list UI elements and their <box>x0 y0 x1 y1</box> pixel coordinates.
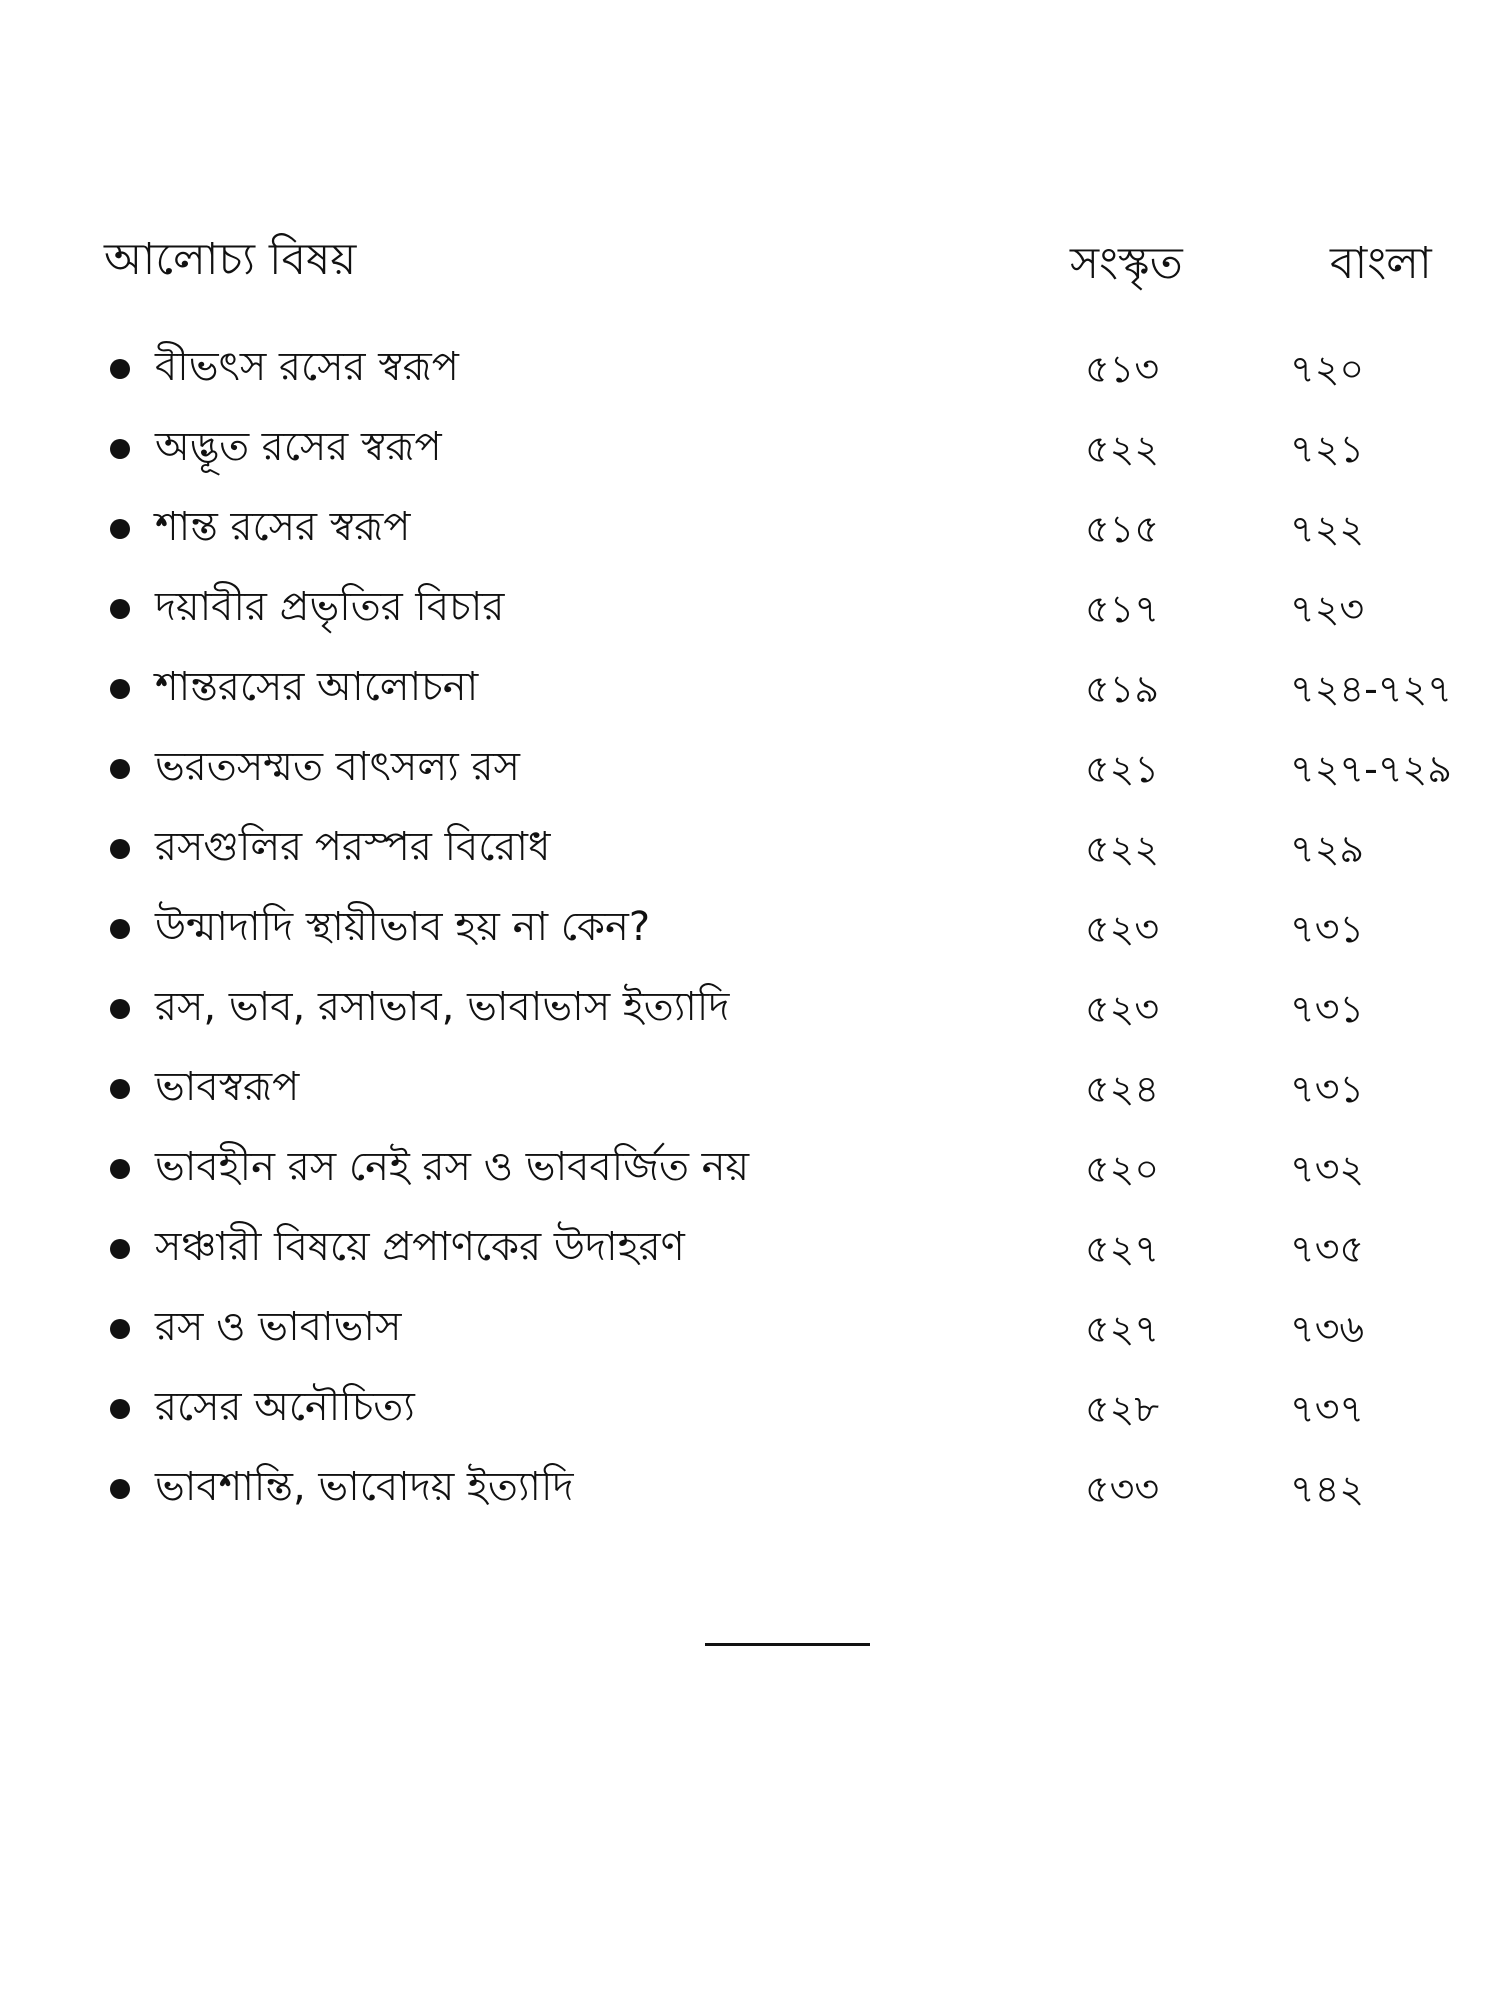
bangla-page-number: ৭৩১ <box>1290 987 1365 1031</box>
topic-title: দয়াবীর প্রভৃতির বিচার <box>155 584 505 630</box>
bullet-icon <box>110 1239 130 1259</box>
sanskrit-page-number: ৫২৪ <box>1085 1067 1160 1111</box>
sanskrit-page-number: ৫২২ <box>1085 427 1160 471</box>
sanskrit-page-number: ৫২৭ <box>1085 1307 1160 1351</box>
bullet-icon <box>110 1479 130 1499</box>
topic-title: সঞ্চারী বিষয়ে প্রপাণকের উদাহরণ <box>155 1224 685 1270</box>
bangla-column-heading: বাংলা <box>1330 238 1432 289</box>
topic-title: ভাবস্বরূপ <box>155 1064 300 1110</box>
sanskrit-page-number: ৫২২ <box>1085 827 1160 871</box>
bullet-icon <box>110 1319 130 1339</box>
bangla-page-number: ৭৩১ <box>1290 907 1365 951</box>
sanskrit-page-number: ৫৩৩ <box>1085 1467 1160 1511</box>
list-item <box>0 893 1500 973</box>
topic-title: রসের অনৌচিত্য <box>155 1384 415 1430</box>
sanskrit-page-number: ৫২৮ <box>1085 1387 1160 1431</box>
topic-title: ভাবশান্তি, ভাবোদয় ইত্যাদি <box>155 1464 574 1510</box>
sanskrit-page-number: ৫২৩ <box>1085 907 1160 951</box>
sanskrit-page-number: ৫১৫ <box>1085 507 1159 551</box>
bangla-page-number: ৭৩৭ <box>1290 1387 1365 1431</box>
bangla-page-number: ৭২০ <box>1290 347 1365 391</box>
list-item <box>0 333 1500 413</box>
bullet-icon <box>110 999 130 1019</box>
bangla-page-number: ৭২৭-৭২৯ <box>1290 747 1452 791</box>
bullet-icon <box>110 439 130 459</box>
topic-title: রস, ভাব, রসাভাব, ভাবাভাস ইত্যাদি <box>155 984 730 1030</box>
sanskrit-column-heading: সংস্কৃত <box>1070 238 1183 289</box>
bangla-page-number: ৭২৪-৭২৭ <box>1290 667 1452 711</box>
list-item <box>0 733 1500 813</box>
sanskrit-page-number: ৫২৩ <box>1085 987 1160 1031</box>
bangla-page-number: ৭২৩ <box>1290 587 1365 631</box>
list-item <box>0 973 1500 1053</box>
sanskrit-page-number: ৫১৩ <box>1085 347 1160 391</box>
bullet-icon <box>110 1079 130 1099</box>
bangla-page-number: ৭৩২ <box>1290 1147 1365 1191</box>
topic-title: শান্তরসের আলোচনা <box>155 664 479 710</box>
bangla-page-number: ৭৩৫ <box>1290 1227 1365 1271</box>
sanskrit-page-number: ৫১৭ <box>1085 587 1160 631</box>
list-item <box>0 1453 1500 1533</box>
list-item <box>0 1293 1500 1373</box>
topic-column-heading: আলোচ্য বিষয় <box>104 234 357 285</box>
section-end-rule <box>705 1643 870 1646</box>
bullet-icon <box>110 839 130 859</box>
list-item <box>0 573 1500 653</box>
topic-title: রস ও ভাবাভাস <box>155 1304 402 1350</box>
list-item <box>0 493 1500 573</box>
bangla-page-number: ৭২৯ <box>1290 827 1365 871</box>
bullet-icon <box>110 759 130 779</box>
topic-title: ভাবহীন রস নেই রস ও ভাববর্জিত নয় <box>155 1144 750 1190</box>
sanskrit-page-number: ৫২১ <box>1085 747 1160 791</box>
sanskrit-page-number: ৫২০ <box>1085 1147 1160 1191</box>
sanskrit-page-number: ৫২৭ <box>1085 1227 1160 1271</box>
list-item <box>0 653 1500 733</box>
list-item <box>0 413 1500 493</box>
bullet-icon <box>110 599 130 619</box>
topic-title: রসগুলির পরস্পর বিরোধ <box>155 824 551 870</box>
bullet-icon <box>110 1159 130 1179</box>
bullet-icon <box>110 519 130 539</box>
list-item <box>0 1133 1500 1213</box>
bangla-page-number: ৭৪২ <box>1290 1467 1365 1511</box>
bullet-icon <box>110 1399 130 1419</box>
contents-header-row <box>0 230 1500 290</box>
contents-list <box>0 333 1500 1533</box>
bangla-page-number: ৭২১ <box>1290 427 1365 471</box>
list-item <box>0 1373 1500 1453</box>
list-item <box>0 1213 1500 1293</box>
topic-title: বীভৎস রসের স্বরূপ <box>155 344 459 390</box>
bullet-icon <box>110 679 130 699</box>
bangla-page-number: ৭৩১ <box>1290 1067 1365 1111</box>
topic-title: শান্ত রসের স্বরূপ <box>155 504 411 550</box>
bullet-icon <box>110 359 130 379</box>
topic-title: ভরতসম্মত বাৎসল্য রস <box>155 744 520 790</box>
bullet-icon <box>110 919 130 939</box>
topic-title: উন্মাদাদি স্থায়ীভাব হয় না কেন? <box>155 904 651 950</box>
bangla-page-number: ৭৩৬ <box>1290 1307 1365 1351</box>
list-item <box>0 1053 1500 1133</box>
topic-title: অদ্ভূত রসের স্বরূপ <box>155 424 442 470</box>
list-item <box>0 813 1500 893</box>
sanskrit-page-number: ৫১৯ <box>1085 667 1159 711</box>
bangla-page-number: ৭২২ <box>1290 507 1365 551</box>
